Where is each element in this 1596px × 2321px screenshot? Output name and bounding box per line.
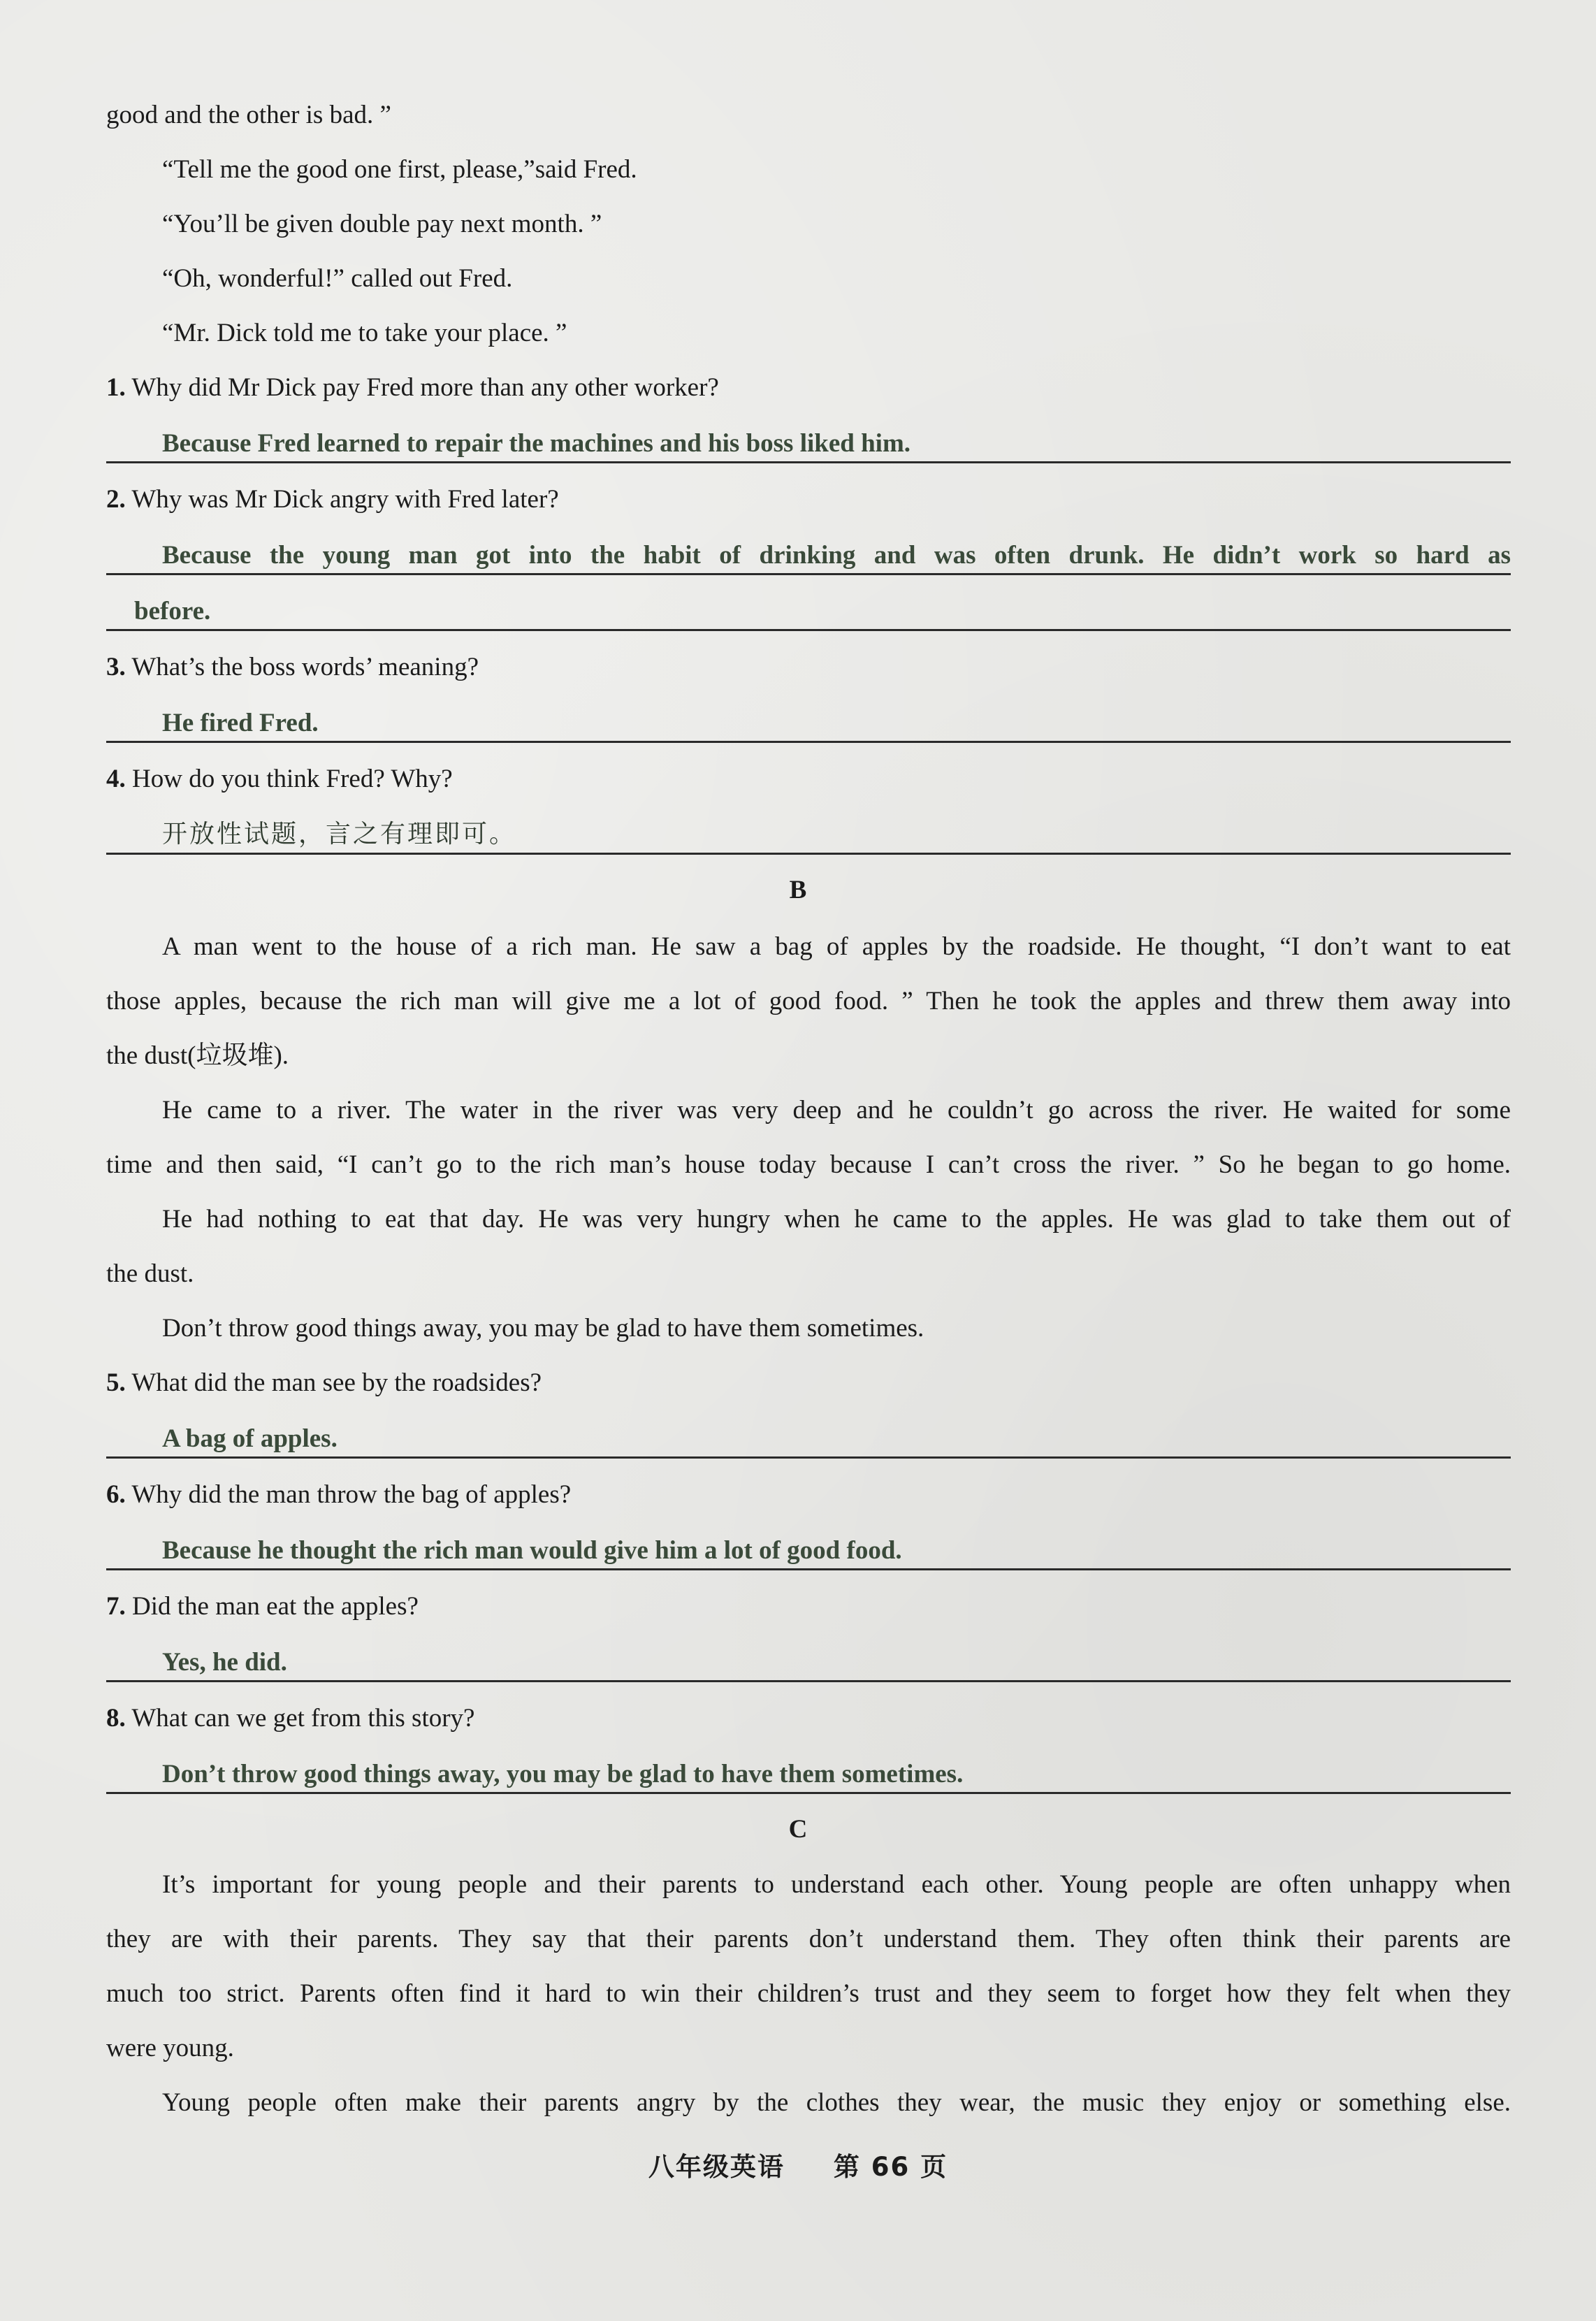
paragraph-line: were young. xyxy=(106,2034,234,2062)
answer-text: A bag of apples. xyxy=(162,1424,338,1453)
question-text: What’s the boss words’ meaning? xyxy=(131,653,479,681)
question-text: Why was Mr Dick angry with Fred later? xyxy=(131,485,559,514)
passage-line: “Oh, wonderful!” called out Fred. xyxy=(162,264,513,293)
passage-line: “Mr. Dick told me to take your place. ” xyxy=(162,319,567,347)
answer-text: He fired Fred. xyxy=(162,709,319,737)
question-text: What did the man see by the roadsides? xyxy=(131,1368,542,1397)
passage-line: “You’ll be given double pay next month. ” xyxy=(162,210,602,238)
page-footer xyxy=(0,2146,1596,2183)
answer-text: 开放性试题，言之有理即可。 xyxy=(162,820,517,848)
answer-line-7 xyxy=(106,1635,1511,1682)
paragraph-line: time and then said, “I can’t go to the rich man’s house today because I can’t cross the river. ” So he began to go home. xyxy=(106,1150,1511,1179)
answer-line-4 xyxy=(106,808,1511,855)
section-heading-c: C xyxy=(788,1815,808,1844)
answer-text: Don’t throw good things away, you may be glad to have them sometimes. xyxy=(162,1760,964,1788)
answer-line-3 xyxy=(106,696,1511,743)
question-text: What can we get from this story? xyxy=(131,1704,475,1733)
page-number: 第 66 页 xyxy=(833,2152,948,2182)
paragraph-line: they are with their parents. They say that their parents don’t understand them. They often think their parents are xyxy=(106,1925,1511,1953)
question-5 xyxy=(106,1366,1511,1401)
question-text: Why did Mr Dick pay Fred more than any other worker? xyxy=(131,373,719,402)
answer-text: Because Fred learned to repair the machines and his boss liked him. xyxy=(162,429,911,458)
section-heading-b: B xyxy=(789,876,807,904)
question-number: 4. xyxy=(106,765,126,793)
question-6 xyxy=(106,1477,1511,1512)
question-number: 7. xyxy=(106,1592,126,1621)
answer-line-5 xyxy=(106,1412,1511,1459)
passage-line: “Tell me the good one first, please,”said Fred. xyxy=(162,155,637,184)
paragraph-line: much too strict. Parents often find it hard to win their children’s trust and they seem to forget how they felt when they xyxy=(106,1979,1511,2008)
question-8 xyxy=(106,1701,1511,1736)
answer-text: Yes, he did. xyxy=(162,1648,287,1677)
paragraph-line: A man went to the house of a rich man. He saw a bag of apples by the roadside. He thought, “I don’t want to eat xyxy=(162,932,1511,961)
paragraph-line: the dust. xyxy=(106,1259,194,1288)
question-text: Why did the man throw the bag of apples? xyxy=(131,1480,572,1509)
paragraph-line: It’s important for young people and their parents to understand each other. Young people are often unhappy when xyxy=(162,1870,1511,1899)
footer-subject: 八年级英语 xyxy=(648,2152,785,2182)
question-number: 2. xyxy=(106,485,126,514)
question-number: 5. xyxy=(106,1368,126,1397)
paragraph-line: those apples, because the rich man will give me a lot of good food. ” Then he took the apples and threw them away into xyxy=(106,987,1511,1015)
question-3 xyxy=(106,650,1511,685)
question-number: 8. xyxy=(106,1704,126,1733)
paragraph-line: the dust(垃圾堆). xyxy=(106,1041,289,1070)
paragraph-line: Don’t throw good things away, you may be glad to have them sometimes. xyxy=(162,1314,924,1343)
question-7 xyxy=(106,1589,1511,1624)
question-text: How do you think Fred? Why? xyxy=(132,765,453,793)
answer-line-2a xyxy=(106,528,1511,575)
answer-text: before. xyxy=(134,597,211,626)
answer-line-2b xyxy=(106,584,1511,631)
question-1 xyxy=(106,370,1511,405)
answer-line-8 xyxy=(106,1747,1511,1794)
answer-text: Because he thought the rich man would give him a lot of good food. xyxy=(162,1536,902,1565)
question-number: 6. xyxy=(106,1480,126,1509)
question-4 xyxy=(106,762,1511,797)
answer-text: Because the young man got into the habit of drinking and was often drunk. He didn’t work so hard as xyxy=(162,541,1511,570)
question-number: 3. xyxy=(106,653,126,681)
passage-line: good and the other is bad. ” xyxy=(106,101,391,129)
question-number: 1. xyxy=(106,373,126,402)
paragraph-line: He had nothing to eat that day. He was very hungry when he came to the apples. He was glad to take them out of xyxy=(162,1205,1511,1234)
answer-line-1 xyxy=(106,417,1511,463)
answer-line-6 xyxy=(106,1524,1511,1570)
question-text: Did the man eat the apples? xyxy=(132,1592,419,1621)
paragraph-line: Young people often make their parents angry by the clothes they wear, the music they enjoy or something else. xyxy=(162,2088,1511,2117)
paragraph-line: He came to a river. The water in the river was very deep and he couldn’t go across the river. He waited for some xyxy=(162,1096,1511,1125)
question-2 xyxy=(106,482,1511,517)
